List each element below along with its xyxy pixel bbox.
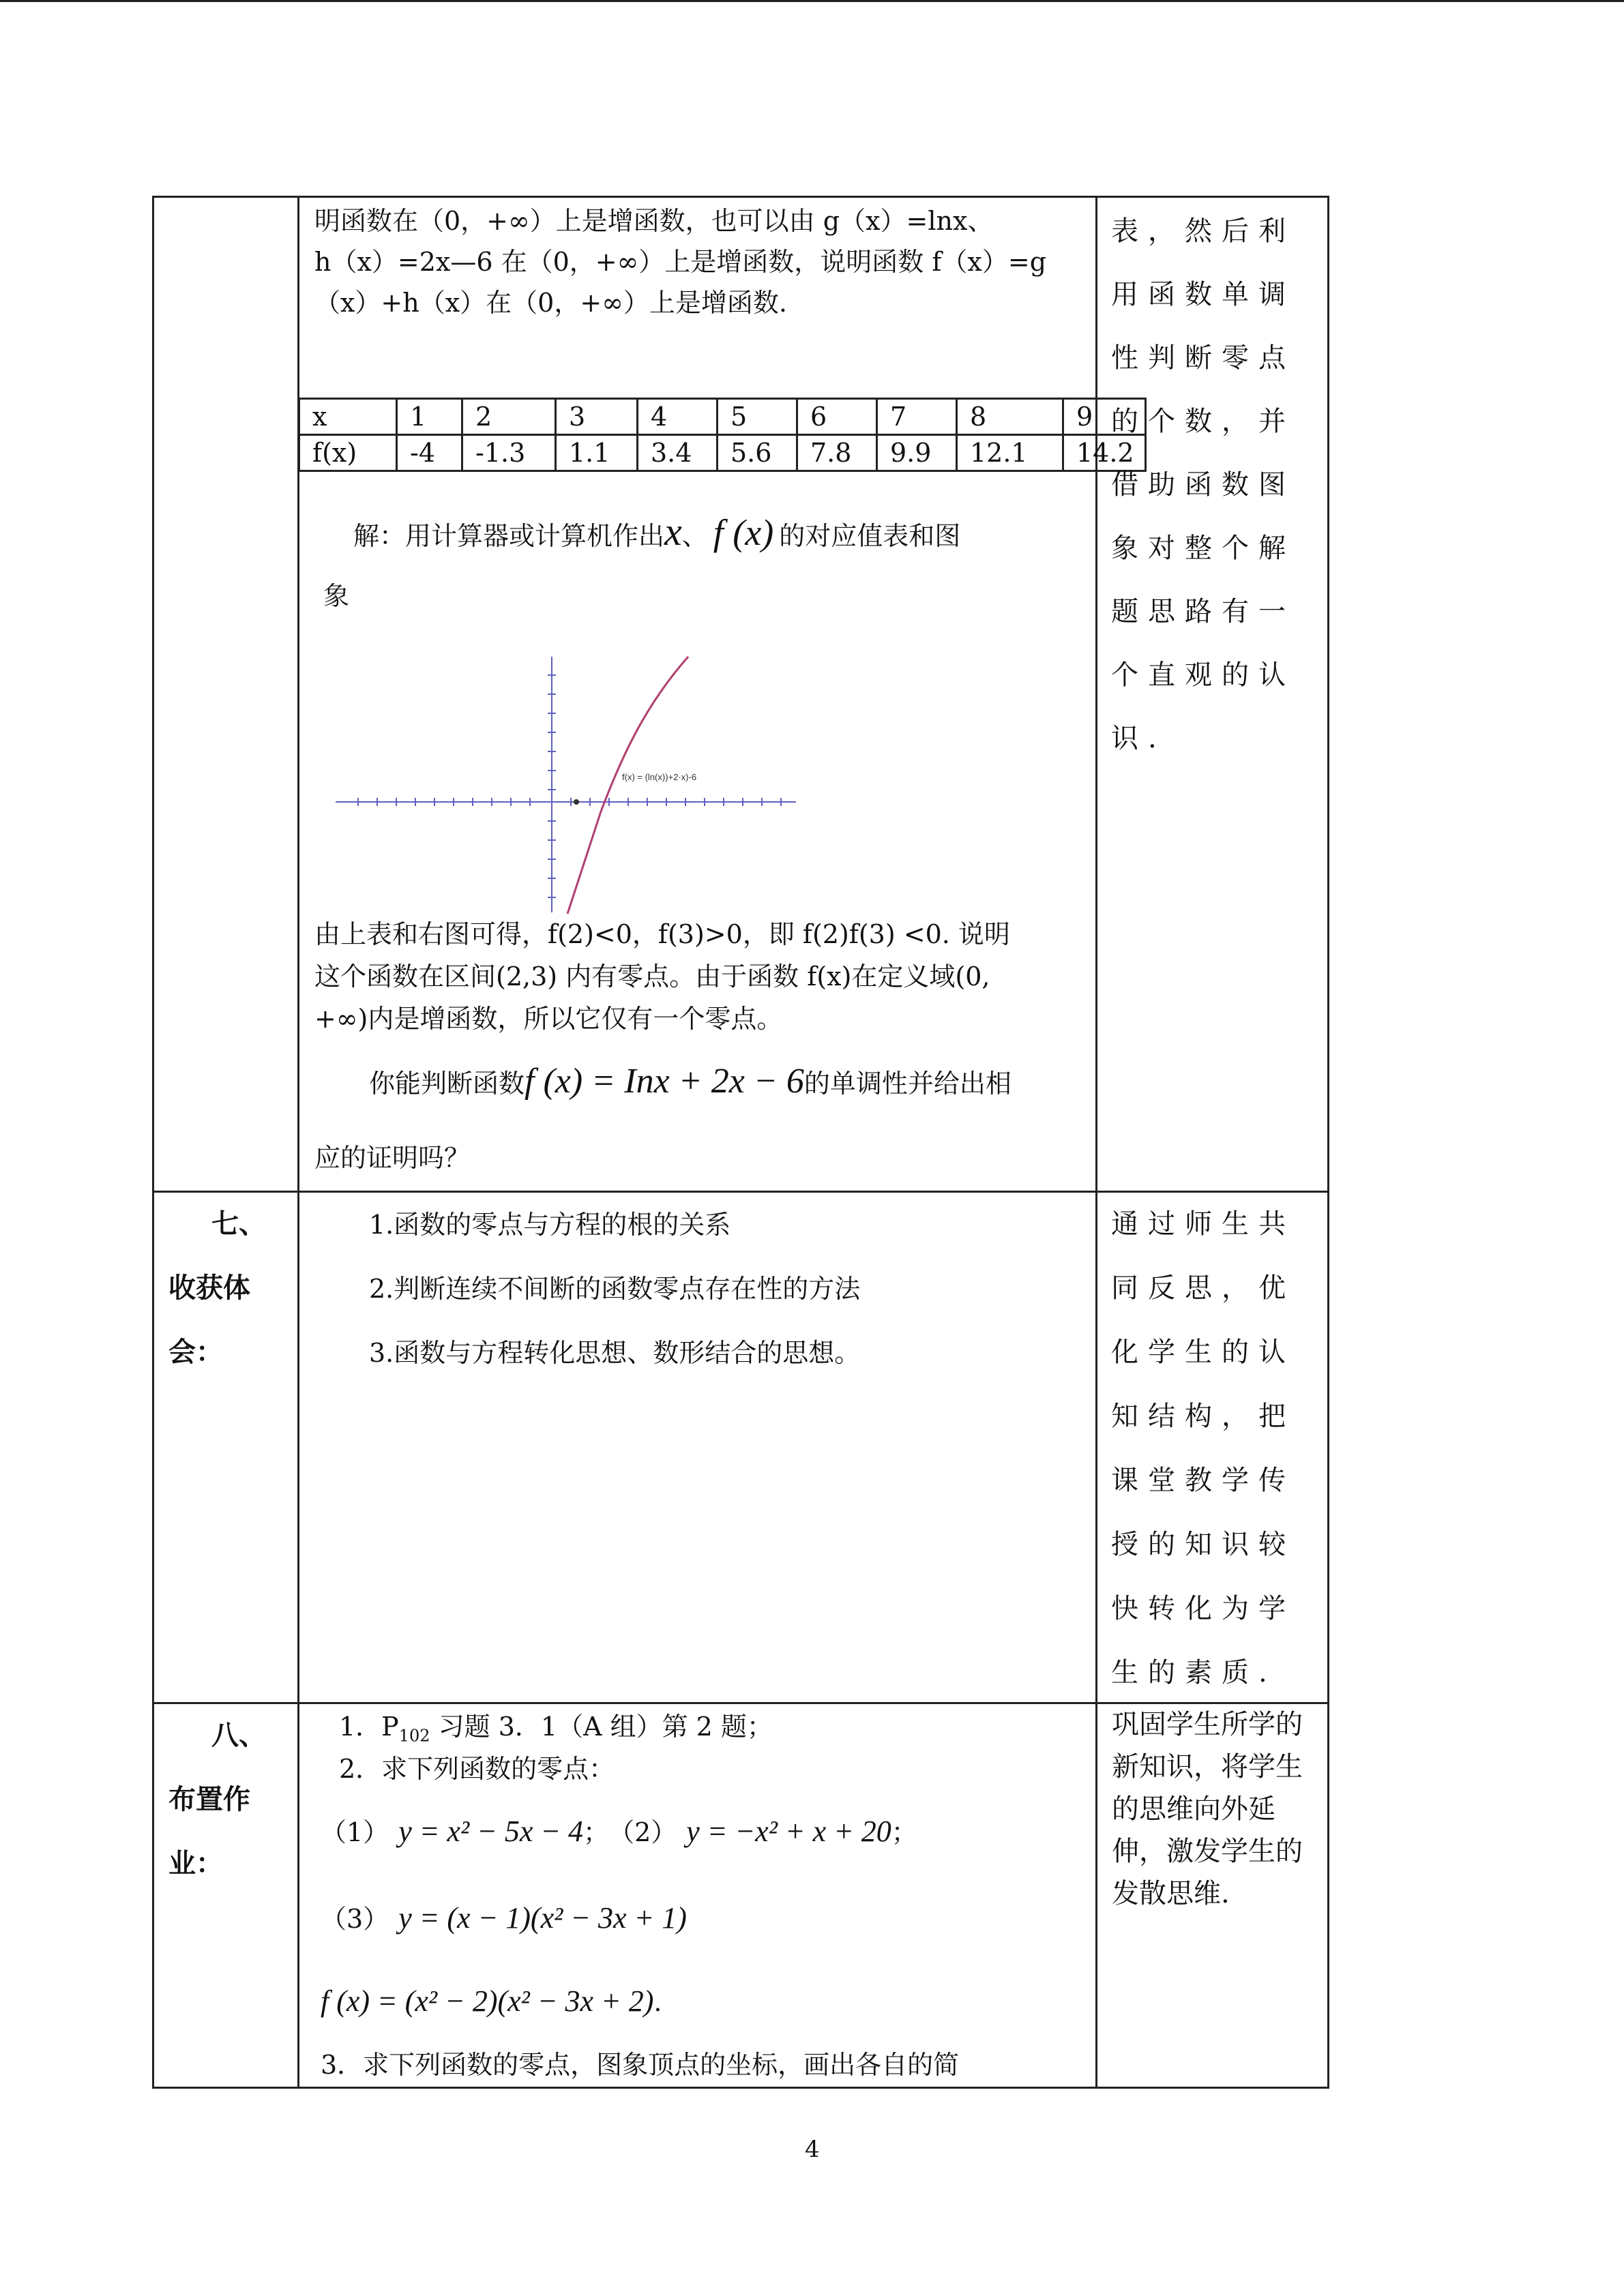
table-cell: 5.6 xyxy=(718,435,797,471)
table-cell: 8 xyxy=(957,399,1063,435)
conclusion-line-1: 由上表和右图可得，f(2)<0，f(3)>0，即 f(2)f(3) <0. 说明 xyxy=(314,919,1010,949)
table-cell: 1 xyxy=(397,399,462,435)
table-cell: 7 xyxy=(877,399,957,435)
value-table xyxy=(298,398,1147,472)
summary-item: 3.函数与方程转化思想、数形结合的思想。 xyxy=(369,1338,861,1368)
question-formula: f (x) = Inx + 2x − 6 xyxy=(525,1062,804,1101)
exercise-3-formula: y = (x − 1)(x² − 3x + 1) xyxy=(398,1901,687,1935)
graph-axes xyxy=(336,657,796,912)
table-cell: -4 xyxy=(397,435,462,471)
proof-text-line-2: h（x）=2x—6 在（0，+∞）上是增函数，说明函数 f（x）=g xyxy=(314,247,1047,277)
side-note-line: 化学生的认 xyxy=(1111,1337,1295,1368)
side-note-line: 表，然后利 xyxy=(1111,215,1295,247)
table-cell: 7.8 xyxy=(797,435,877,471)
side-note-line: 题思路有一 xyxy=(1111,596,1295,627)
exercise-1-formula: y = x² − 5x − 4 xyxy=(398,1815,584,1848)
table-border-left xyxy=(152,196,154,2089)
homework-1-page: 102 xyxy=(398,1726,430,1746)
solution-sep: 、 xyxy=(681,521,708,551)
side-note-line: 通过师生共 xyxy=(1111,1208,1295,1240)
table-cell: -1.3 xyxy=(462,435,556,471)
table-border-top xyxy=(152,196,1329,198)
table-border-right xyxy=(1327,196,1329,2089)
exercise-4-formula: f (x) = (x² − 2)(x² − 3x + 2) xyxy=(321,1984,654,2018)
exercise-2-label: （2） xyxy=(621,1817,677,1847)
exercise-1-sep: ； xyxy=(583,1817,610,1847)
value-table-row-x xyxy=(299,399,1146,435)
function-graph xyxy=(332,653,798,916)
side-note-line: 巩固学生所学的 xyxy=(1112,1709,1303,1740)
solution-var-fx: f (x) xyxy=(713,512,774,553)
conclusion-line-3: +∞)内是增函数，所以它仅有一个零点。 xyxy=(314,1004,783,1034)
question-text-c: 应的证明吗？ xyxy=(314,1143,471,1173)
homework-1-text: 习题 3．1（A 组）第 2 题； xyxy=(430,1712,773,1742)
table-cell: 6 xyxy=(797,399,877,435)
table-cell: 1.1 xyxy=(556,435,638,471)
side-note-line: 同反思，优 xyxy=(1111,1272,1295,1304)
top-border xyxy=(0,0,1624,2)
table-cell: 2 xyxy=(462,399,556,435)
section-8-title-line-2: 业： xyxy=(168,1848,223,1879)
question-text-b: 的单调性并给出相 xyxy=(803,1069,1012,1099)
table-cell: 3 xyxy=(556,399,638,435)
homework-item-1 xyxy=(339,1712,773,1751)
page-number: 4 xyxy=(805,2136,820,2163)
table-cell: 3.4 xyxy=(638,435,718,471)
section-7-title-line-2: 会： xyxy=(168,1337,223,1368)
side-note-line: 识. xyxy=(1111,723,1166,754)
side-note-line: 课堂教学传 xyxy=(1111,1465,1295,1496)
side-note-line: 伸，激发学生的 xyxy=(1112,1836,1303,1867)
homework-item-2: 2．求下列函数的零点： xyxy=(339,1754,615,1784)
table-cell: x xyxy=(299,399,397,435)
side-note-line: 快转化为学 xyxy=(1111,1593,1295,1624)
exercise-2-sep: ； xyxy=(891,1817,917,1847)
table-divider-1 xyxy=(297,196,299,2089)
value-table-row-fx xyxy=(299,435,1146,471)
solution-intro xyxy=(353,511,960,556)
side-note-line: 知结构，把 xyxy=(1111,1401,1295,1432)
side-note-line: 个直观的认 xyxy=(1111,659,1295,691)
exercise-row-2 xyxy=(321,1900,687,1937)
exercise-row-1 xyxy=(321,1814,917,1850)
section-8-number: 八、 xyxy=(211,1720,266,1751)
table-cell: 4 xyxy=(638,399,718,435)
conclusion-line-2: 这个函数在区间(2,3) 内有零点。由于函数 f(x)在定义域(0, xyxy=(314,961,990,992)
side-note-line: 用函数单调 xyxy=(1111,279,1295,310)
proof-text-line-3: （x）+h（x）在（0，+∞）上是增函数. xyxy=(314,288,787,318)
homework-item-3: 3．求下列函数的零点，图象顶点的坐标，画出各自的简 xyxy=(321,2050,960,2080)
section-7-title-line-1: 收获体 xyxy=(168,1272,250,1304)
exercise-2-formula: y = −x² + x + 20 xyxy=(686,1815,891,1848)
exercise-3-label: （3） xyxy=(321,1904,389,1934)
side-note-line: 的思维向外延 xyxy=(1112,1793,1275,1825)
side-note-line: 的个数，并 xyxy=(1111,406,1295,437)
table-border-bottom xyxy=(152,2087,1329,2089)
side-note-line: 生的素质. xyxy=(1111,1657,1277,1688)
summary-item: 2.判断连续不间断的函数零点存在性的方法 xyxy=(369,1274,861,1304)
table-cell: 9 xyxy=(1063,399,1146,435)
solution-text-c: 象 xyxy=(323,581,350,611)
solution-text-b: 的对应值表和图 xyxy=(779,521,961,551)
zero-point xyxy=(574,799,579,805)
side-note-line: 新知识，将学生 xyxy=(1112,1751,1303,1783)
side-note-line: 性判断零点 xyxy=(1111,342,1295,374)
question-text-a: 你能判断函数 xyxy=(369,1069,525,1099)
side-note-line: 授的知识较 xyxy=(1111,1529,1295,1560)
row-divider-7 xyxy=(152,1191,1329,1193)
table-cell: 12.1 xyxy=(957,435,1063,471)
proof-text-line-1: 明函数在（0，+∞）上是增函数，也可以由 g（x）=lnx、 xyxy=(314,206,994,236)
table-cell: 14.2 xyxy=(1063,435,1146,471)
table-divider-2 xyxy=(1095,196,1097,2089)
graph-function-label: f(x) = (ln(x))+2·x)-6 xyxy=(622,772,697,782)
table-cell: 9.9 xyxy=(877,435,957,471)
section-8-title-line-1: 布置作 xyxy=(168,1784,250,1815)
exercise-row-3 xyxy=(321,1984,662,2020)
question-line xyxy=(369,1061,1012,1104)
exercise-1-label: （1） xyxy=(321,1817,389,1847)
summary-item: 1.函数的零点与方程的根的关系 xyxy=(369,1210,731,1240)
section-7-number: 七、 xyxy=(211,1208,266,1240)
function-curve xyxy=(567,657,688,914)
table-cell: f(x) xyxy=(299,435,397,471)
side-note-line: 借助函数图 xyxy=(1111,469,1295,501)
solution-text-a: 解：用计算器或计算机作出 xyxy=(353,521,665,551)
table-cell: 5 xyxy=(718,399,797,435)
side-note-line: 发散思维. xyxy=(1112,1878,1230,1909)
solution-var-x: x xyxy=(664,509,682,554)
side-note-line: 象对整个解 xyxy=(1111,533,1295,564)
exercise-4-sep: . xyxy=(653,1987,662,2017)
homework-1-prefix: 1．P xyxy=(339,1712,399,1742)
row-divider-8 xyxy=(152,1702,1329,1704)
